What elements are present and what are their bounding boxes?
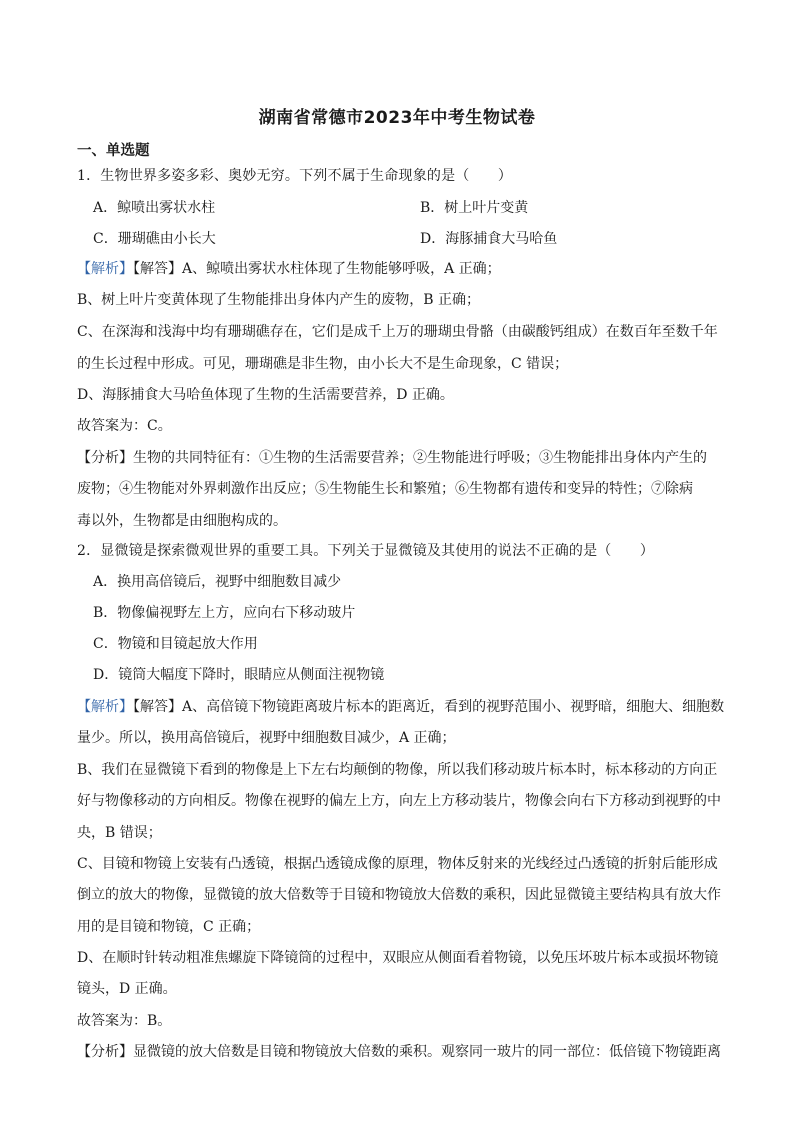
analysis-text: 【解答】A、鲸喷出雾状水柱体现了生物能够呼吸，A 正确； <box>133 261 501 277</box>
question-1-option-b: B．树上叶片变黄 <box>420 200 529 216</box>
question-2-analysis-line: D、在顺时针转动粗准焦螺旋下降镜筒的过程中，双眼应从侧面看着物镜，以免压坏玻片标本或损坏物镜 <box>77 950 719 966</box>
question-1-analysis-line: 的生长过程中形成。可见，珊瑚礁是非生物，由小长大不是生命现象，C 错误； <box>77 356 569 372</box>
question-1-option-d: D．海豚捕食大马哈鱼 <box>420 231 558 247</box>
question-1-option-c: C．珊瑚礁由小长大 <box>93 231 216 247</box>
question-2-analysis-line: 好与物像移动的方向相反。物像在视野的偏左上方，向左上方移动装片，物像会向右下方移动到视野的中 <box>77 793 721 809</box>
analysis-tag: 【解析】 <box>77 261 133 277</box>
question-2-option-a: A．换用高倍镜后，视野中细胞数目减少 <box>93 574 342 590</box>
analysis-text: 【解答】A、高倍镜下物镜距离玻片标本的距离近，看到的视野范围小、视野暗，细胞大、细胞数 <box>133 699 725 715</box>
question-2-answer: 故答案为：B。 <box>77 1013 172 1029</box>
question-2-analysis-line: 倒立的放大的物像，显微镜的放大倍数等于目镜和物镜放大倍数的乘积，因此显微镜主要结构具有放大作 <box>77 887 721 903</box>
question-1-fenxi-line: 废物；④生物能对外界刺激作出反应；⑤生物能生长和繁殖；⑥生物都有遗传和变异的特性；⑦除病 <box>77 481 693 497</box>
question-2-analysis-line <box>77 697 724 717</box>
question-1-analysis-line <box>77 259 501 279</box>
question-2-stem: 2．显微镜是探索微观世界的重要工具。下列关于显微镜及其使用的说法不正确的是（ ） <box>77 543 655 559</box>
question-1-option-a: A．鲸喷出雾状水柱 <box>93 200 216 216</box>
question-2-option-c: C．物镜和目镜起放大作用 <box>93 636 258 652</box>
question-2-option-d: D．镜筒大幅度下降时，眼睛应从侧面注视物镜 <box>93 667 385 683</box>
document-title: 湖南省常德市2023年中考生物试卷 <box>258 108 536 128</box>
question-1-analysis-line: B、树上叶片变黄体现了生物能排出身体内产生的废物，B 正确； <box>77 292 481 308</box>
question-2-analysis-line: 镜头，D 正确。 <box>77 981 177 997</box>
analysis-tag: 【解析】 <box>77 699 133 715</box>
question-1-analysis-line: D、海豚捕食大马哈鱼体现了生物的生活需要营养，D 正确。 <box>77 387 454 403</box>
question-2-option-b: B．物像偏视野左上方，应向右下移动玻片 <box>93 605 356 621</box>
question-2-analysis-line: 央，B 错误； <box>77 825 162 841</box>
question-2-analysis-line: C、目镜和物镜上安装有凸透镜，根据凸透镜成像的原理，物体反射来的光线经过凸透镜的折射后能形成 <box>77 856 718 872</box>
question-1-stem: 1．生物世界多姿多彩、奥妙无穷。下列不属于生命现象的是（ ） <box>77 168 513 184</box>
question-1-fenxi-line: 【分析】生物的共同特征有：①生物的生活需要营养；②生物能进行呼吸；③生物能排出身体内产生的 <box>77 450 707 466</box>
question-1-analysis-line: C、在深海和浅海中均有珊瑚礁存在，它们是成千上万的珊瑚虫骨骼（由碳酸钙组成）在数百年至数千年 <box>77 324 718 340</box>
question-2-analysis-line: 量少。所以，换用高倍镜后，视野中细胞数目减少，A 正确； <box>77 730 456 746</box>
question-2-analysis-line: B、我们在显微镜下看到的物像是上下左右均颠倒的物像，所以我们移动玻片标本时，标本移动的方向正 <box>77 762 718 778</box>
question-1-fenxi-line: 毒以外，生物都是由细胞构成的。 <box>77 513 287 529</box>
section-heading: 一、单选题 <box>77 143 150 159</box>
question-2-fenxi-line: 【分析】显微镜的放大倍数是目镜和物镜放大倍数的乘积。观察同一玻片的同一部位：低倍镜下物镜距离 <box>77 1044 721 1060</box>
question-1-answer: 故答案为：C。 <box>77 418 172 434</box>
question-2-analysis-line: 用的是目镜和物镜，C 正确； <box>77 919 261 935</box>
